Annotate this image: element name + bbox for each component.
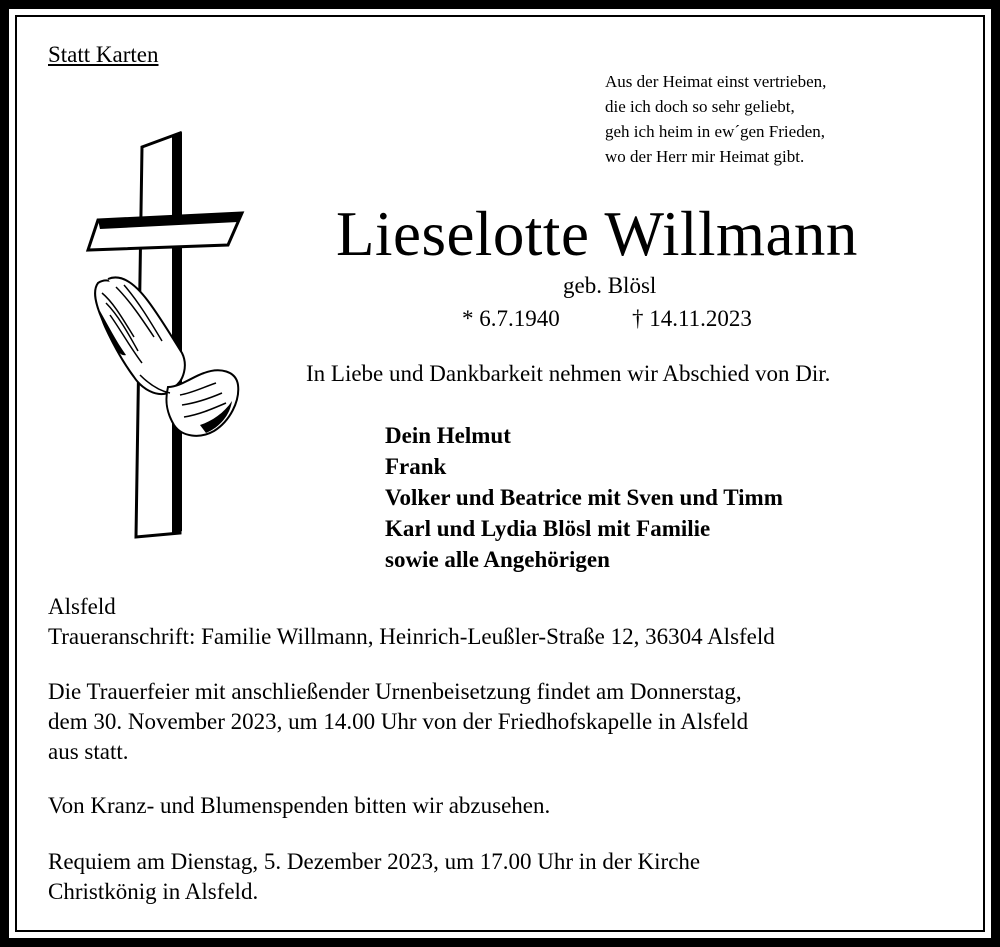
ceremony-line: Die Trauerfeier mit anschließender Urnenbeisetzung findet am Donnerstag,	[48, 679, 742, 704]
farewell-line: In Liebe und Dankbarkeit nehmen wir Abschied von Dir.	[306, 361, 831, 386]
requiem-line: Requiem am Dienstag, 5. Dezember 2023, um 17.00 Uhr in der Kirche	[48, 849, 701, 874]
flowers-note: Von Kranz- und Blumenspenden bitten wir abzusehen.	[48, 793, 551, 818]
mourning-address: Traueranschrift: Familie Willmann, Heinrich-Leußler-Straße 12, 36304 Alsfeld	[48, 624, 775, 649]
mourners-list	[385, 420, 783, 575]
requiem-block	[48, 847, 700, 907]
birth-date: * 6.7.1940	[462, 306, 560, 331]
town: Alsfeld	[48, 594, 116, 619]
statt-karten-heading: Statt Karten	[48, 42, 159, 67]
address-block	[48, 592, 775, 652]
poem-line: geh ich heim in ew´gen Frieden,	[605, 122, 825, 141]
ceremony-block	[48, 677, 748, 767]
poem-line: Aus der Heimat einst vertrieben,	[605, 72, 827, 91]
poem	[605, 69, 826, 169]
mourner-line: sowie alle Angehörigen	[385, 547, 610, 572]
poem-line: die ich doch so sehr geliebt,	[605, 97, 795, 116]
ceremony-line: aus statt.	[48, 739, 129, 764]
requiem-line: Christkönig in Alsfeld.	[48, 879, 259, 904]
mourner-line: Frank	[385, 454, 447, 479]
deceased-name: Lieselotte Willmann	[336, 199, 858, 269]
cross-with-praying-hands-icon	[80, 125, 250, 545]
maiden-name: geb. Blösl	[563, 273, 657, 298]
poem-line: wo der Herr mir Heimat gibt.	[605, 147, 805, 166]
ceremony-line: dem 30. November 2023, um 14.00 Uhr von der Friedhofskapelle in Alsfeld	[48, 709, 749, 734]
mourner-line: Volker und Beatrice mit Sven und Timm	[385, 485, 783, 510]
death-date: † 14.11.2023	[632, 306, 752, 331]
mourner-line: Karl und Lydia Blösl mit Familie	[385, 516, 711, 541]
mourner-line: Dein Helmut	[385, 423, 511, 448]
